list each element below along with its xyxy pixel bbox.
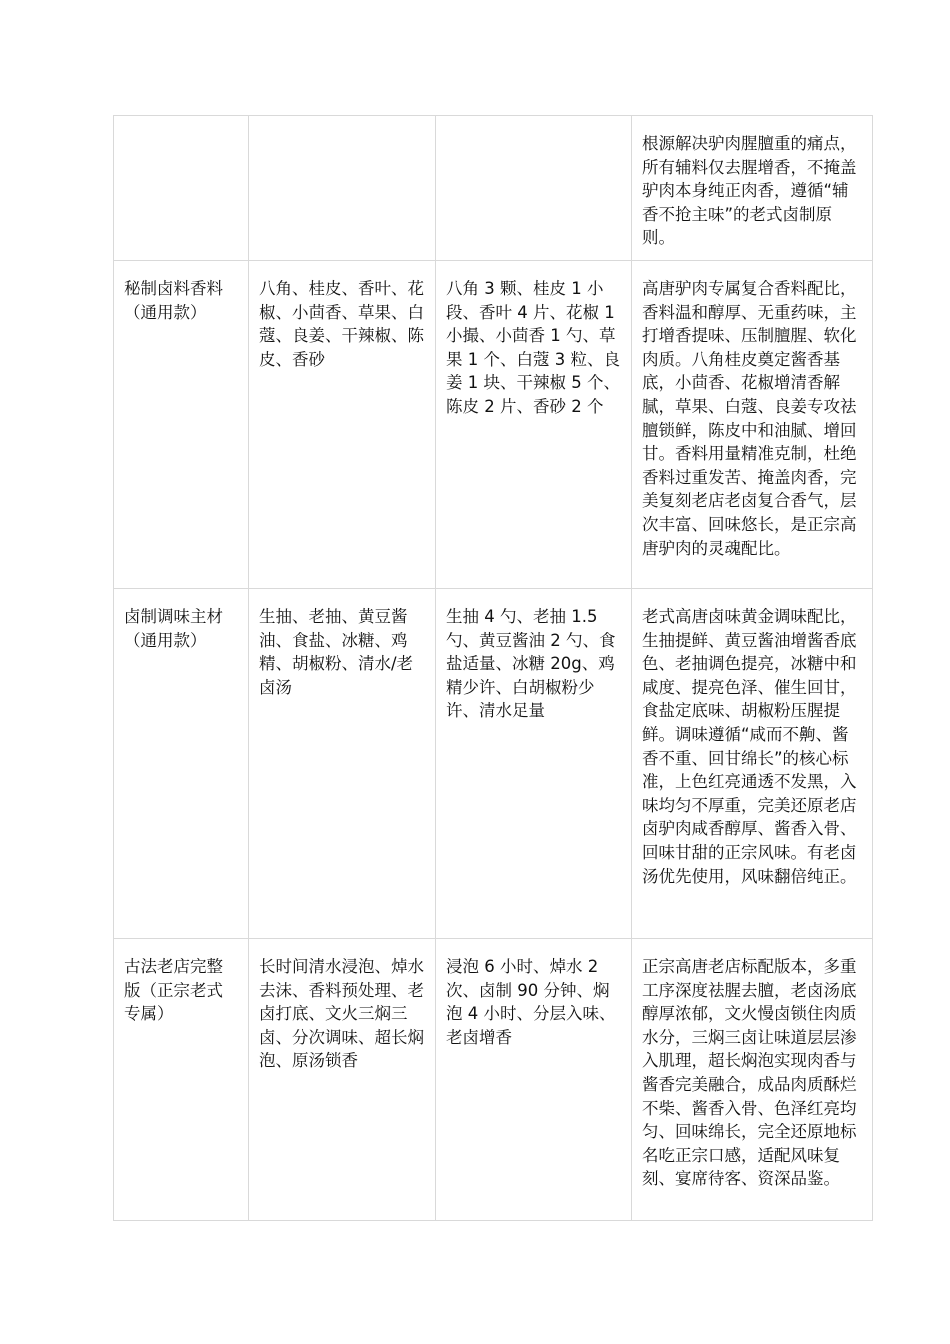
table-row [114,260,873,588]
cell-name: 卤制调味主材（通用款） [114,588,249,938]
cell-items [249,116,436,261]
cell-items: 八角、桂皮、香叶、花椒、小茴香、草果、白蔻、良姜、干辣椒、陈皮、香砂 [249,260,436,588]
cell-name: 秘制卤料香料（通用款） [114,260,249,588]
cell-description: 正宗高唐老店标配版本，多重工序深度祛腥去膻，老卤汤底醇厚浓郁，文火慢卤锁住肉质水分，三焖三卤让味道层层渗入肌理，超长焖泡实现肉香与酱香完美融合，成品肉质酥烂不柴、酱香入骨、色泽红亮均匀、回味绵长，完全还原地标名吃正宗口感，适配风味复刻、宴席待客、资深品鉴。 [632,938,873,1220]
cell-description: 老式高唐卤味黄金调味配比，生抽提鲜、黄豆酱油增酱香底色、老抽调色提亮，冰糖中和咸度、提亮色泽、催生回甘，食盐定底味、胡椒粉压腥提鲜。调味遵循“咸而不齁、酱香不重、回甘绵长”的核心标准，上色红亮通透不发黑，入味均匀不厚重，完美还原老店卤驴肉咸香醇厚、酱香入骨、回味甘甜的正宗风味。有老卤汤优先使用，风味翻倍纯正。 [632,588,873,938]
cell-description: 根源解决驴肉腥膻重的痛点，所有辅料仅去腥增香，不掩盖驴肉本身纯正肉香，遵循“辅香不抢主味”的老式卤制原则。 [632,116,873,261]
cell-name: 古法老店完整版（正宗老式专属） [114,938,249,1220]
cell-amount: 浸泡 6 小时、焯水 2 次、卤制 90 分钟、焖泡 4 小时、分层入味、老卤增香 [436,938,632,1220]
recipe-table [113,115,873,1221]
cell-amount [436,116,632,261]
cell-items: 长时间清水浸泡、焯水去沫、香料预处理、老卤打底、文火三焖三卤、分次调味、超长焖泡、原汤锁香 [249,938,436,1220]
cell-amount: 生抽 4 勺、老抽 1.5 勺、黄豆酱油 2 勺、食盐适量、冰糖 20g、鸡精少许、白胡椒粉少许、清水足量 [436,588,632,938]
cell-description: 高唐驴肉专属复合香料配比，香料温和醇厚、无重药味，主打增香提味、压制膻腥、软化肉质。八角桂皮奠定酱香基底，小茴香、花椒增清香解腻，草果、白蔻、良姜专攻祛膻锁鲜，陈皮中和油腻、增回甘。香料用量精准克制，杜绝香料过重发苦、掩盖肉香，完美复刻老店老卤复合香气，层次丰富、回味悠长，是正宗高唐驴肉的灵魂配比。 [632,260,873,588]
table-row [114,938,873,1220]
cell-name [114,116,249,261]
table-row [114,588,873,938]
cell-amount: 八角 3 颗、桂皮 1 小段、香叶 4 片、花椒 1 小撮、小茴香 1 勺、草果 1 个、白蔻 3 粒、良姜 1 块、干辣椒 5 个、陈皮 2 片、香砂 2 个 [436,260,632,588]
cell-items: 生抽、老抽、黄豆酱油、食盐、冰糖、鸡精、胡椒粉、清水/老卤汤 [249,588,436,938]
table-row [114,116,873,261]
